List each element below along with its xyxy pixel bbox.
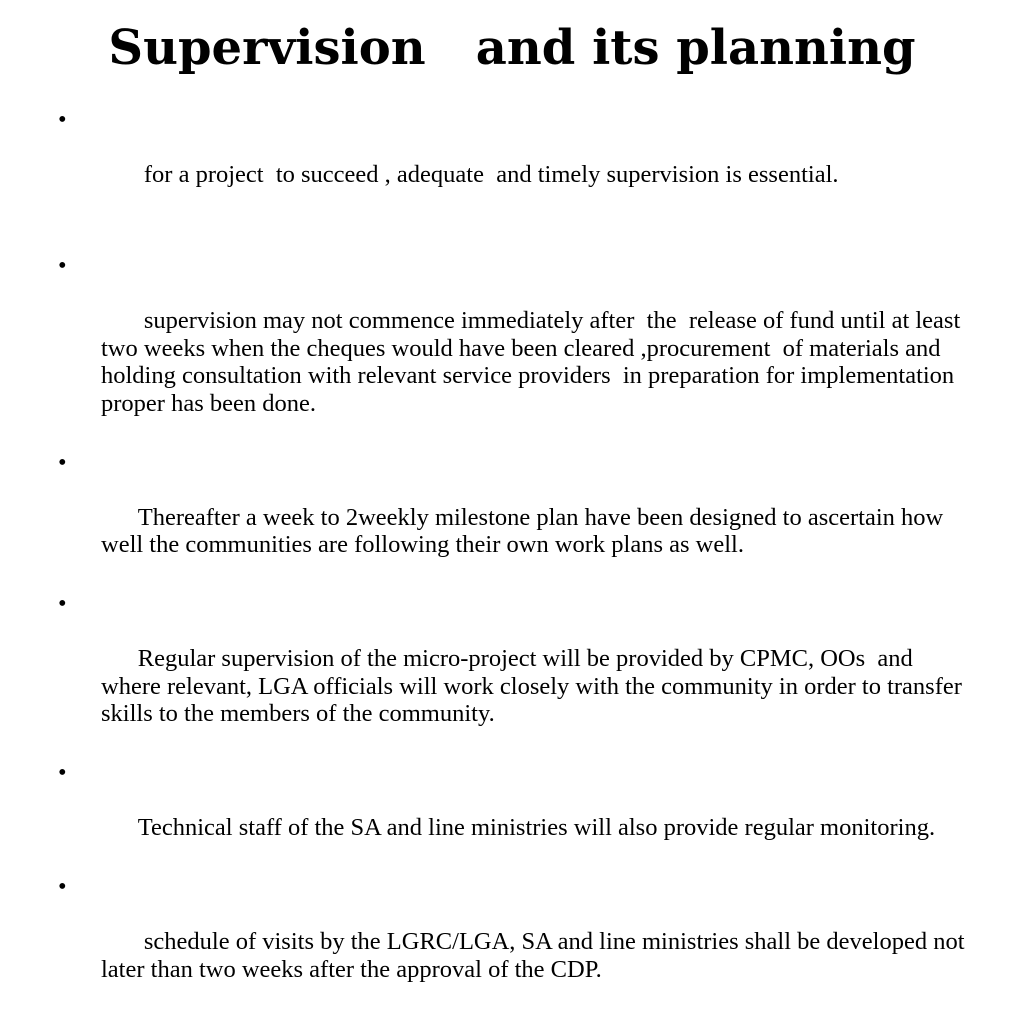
list-item xyxy=(58,759,978,869)
bullet-icon: • xyxy=(58,448,67,476)
bullet-text: Regular supervision of the micro-project will be provided by CPMC, OOs and where relevant, LGA officials will work closely with the community in order to transfer skills to the members of the community. xyxy=(101,645,969,727)
list-item xyxy=(58,252,978,445)
bullet-icon: • xyxy=(58,873,67,900)
list-item xyxy=(58,106,978,216)
slide-title: Supervision and its planning xyxy=(108,20,916,76)
bullet-list xyxy=(58,106,978,1015)
bullet-icon: • xyxy=(58,106,67,133)
list-item xyxy=(58,449,978,587)
bullet-text: Thereafter a week to 2weekly milestone plan have been designed to ascertain how well the communities are following their own work plans as well. xyxy=(101,503,950,558)
bullet-text: for a project to succeed , adequate and timely supervision is essential. xyxy=(137,161,839,188)
list-item xyxy=(58,590,978,755)
list-item xyxy=(58,873,978,1011)
bullet-icon: • xyxy=(58,590,67,617)
bullet-icon: • xyxy=(58,252,67,279)
bullet-text: supervision may not commence immediately after the release of fund until at least two weeks when the cheques would have been cleared ,procurement of materials and holding consultation with relevant service providers in preparation for implementation proper has been done. xyxy=(101,307,967,417)
bullet-icon: • xyxy=(58,759,67,786)
bullet-text: Technical staff of the SA and line ministries will also provide regular monitoring. xyxy=(137,814,936,841)
bullet-text: schedule of visits by the LGRC/LGA, SA and line ministries shall be developed not later than two weeks after the approval of the CDP. xyxy=(101,928,971,983)
